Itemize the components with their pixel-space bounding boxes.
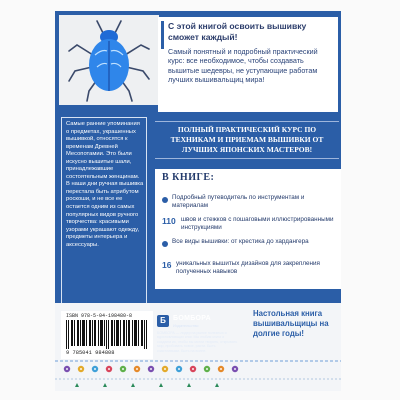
publisher-name: БОМБОРА xyxy=(173,315,211,322)
intro-panel xyxy=(158,17,338,112)
history-box xyxy=(61,117,147,309)
book-contents-panel xyxy=(155,169,341,289)
beetle-icon xyxy=(59,15,159,105)
course-banner-text: ПОЛНЫЙ ПРАКТИЧЕСКИЙ КУРС ПО ТЕХНИКАМ И ПРИЕМАМ ВЫШИВКИ ОТ ЛУЧШИХ ЯПОНСКИХ МАСТЕРОВ! xyxy=(170,125,324,154)
publisher-subtitle: Издательство xyxy=(173,323,199,328)
isbn-text: ISBN 978-5-04-198480-8 xyxy=(66,313,133,319)
barcode-area xyxy=(61,311,153,359)
history-text: Самые ранние упоминания о предметах, украшенных вышивкой, относятся к временам Древней Месопотамии. Это были искусно вышитые шали, принадлежавшие состоятельным женщинам. В наши дни ручная вышивка перестала быть атрибутом роскоши, и не все ее остается одним из самых популярных видов ручного творчества: красивыми узорами украшают одежду, предметы интерьера и аксессуары. xyxy=(66,121,144,248)
barcode-number: 9 785041 984808 xyxy=(66,350,115,356)
cover-board xyxy=(55,11,341,391)
book-item-2-number: 110 xyxy=(162,216,176,226)
intro-heading: С этой книгой освоить вышивку сможет каждый! xyxy=(168,21,307,42)
book-item-3: Все виды вышивки: от крестика до хардангера xyxy=(172,238,309,245)
book-item-2: швов и стежков с пошаговыми иллюстрированными инструкциями xyxy=(181,216,334,232)
intro-text: Самый понятный и подробный практический курс: все необходимое, чтобы создавать вышитые шедевры, не уступающие работам лучших вышивальщиц мира! xyxy=(168,47,318,85)
intro-accent-bar xyxy=(161,21,164,49)
bullet-dot-icon xyxy=(162,241,168,247)
bombora-logo-icon: Б xyxy=(157,315,169,327)
barcode-icon xyxy=(66,320,148,349)
cover-slogan: Настольная книга вышивальщицы на долгие годы! xyxy=(253,309,329,338)
publisher-description: БОМБОРА — лидер на рынке полезных и вдохновляющих книг. Мы любим книги и создаем их, чтобы вы могли творить, открывать мир, пробовать новое, расти. Быть счастливыми. Быть на волне. xyxy=(157,331,238,353)
book-item-4: уникальных вышитых дизайнов для закрепления полученных навыков xyxy=(176,260,320,276)
book-item-1: Подробный путеводитель по инструментам и материалам xyxy=(172,194,305,210)
book-item-4-number: 16 xyxy=(162,260,172,270)
course-banner xyxy=(155,121,339,159)
publisher-block xyxy=(155,311,239,351)
beetle-embroidery-photo xyxy=(59,15,159,105)
book-contents-heading: В КНИГЕ: xyxy=(162,172,215,183)
bullet-dot-icon xyxy=(162,197,168,203)
